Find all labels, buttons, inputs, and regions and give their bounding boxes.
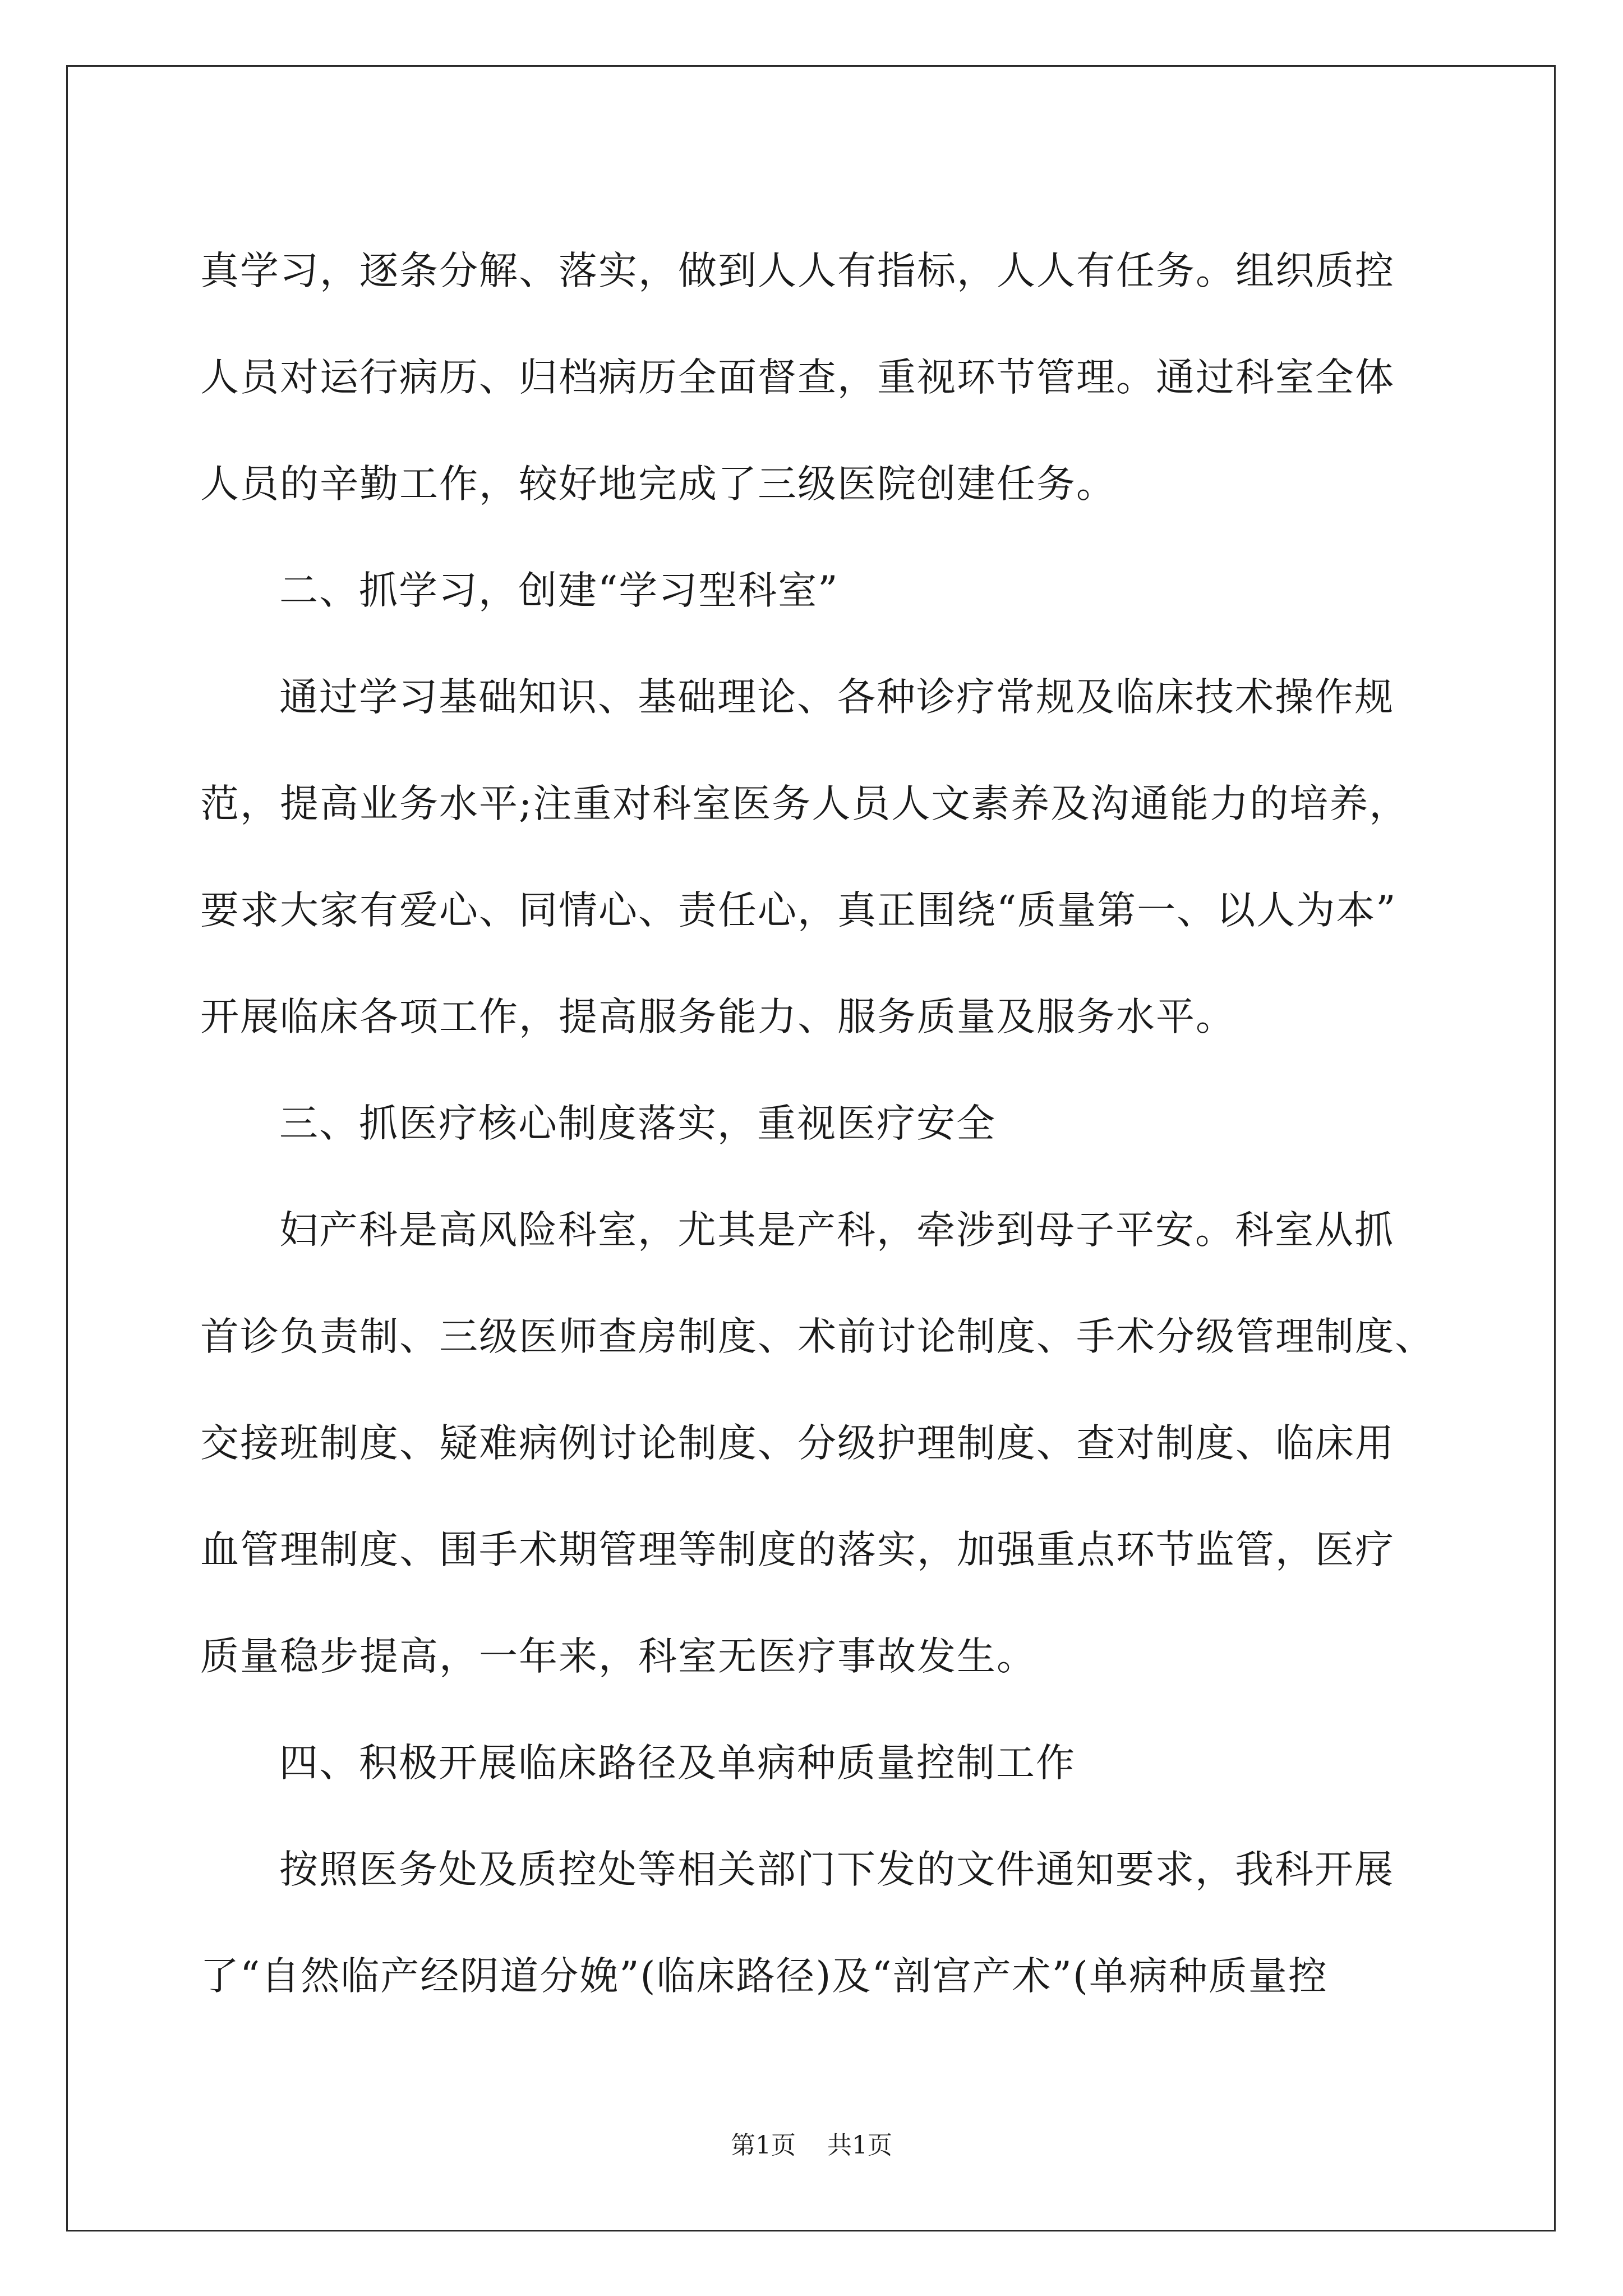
text-line: 交接班制度、疑难病例讨论制度、分级护理制度、查对制度、临床用 — [200, 1421, 1395, 1466]
text-line: 血管理制度、围手术期管理等制度的落实，加强重点环节监管，医疗 — [200, 1527, 1395, 1572]
text-line: 首诊负责制、三级医师查房制度、术前讨论制度、手术分级管理制度、 — [200, 1314, 1435, 1359]
text-line: 真学习，逐条分解、落实，做到人人有指标，人人有任务。组织质控 — [200, 249, 1395, 293]
text-line: 质量稳步提高，一年来，科室无医疗事故发生。 — [200, 1634, 1036, 1679]
document-body — [200, 218, 1435, 2030]
text-line: 按照医务处及质控处等相关部门下发的文件通知要求，我科开展 — [279, 1847, 1394, 1892]
page-footer — [0, 2129, 1623, 2162]
text-line: 人员的辛勤工作，较好地完成了三级医院创建任务。 — [200, 462, 1116, 507]
text-line: 范，提高业务水平;注重对科室医务人员人文素养及沟通能力的培养， — [200, 781, 1409, 826]
text-line: 妇产科是高风险科室，尤其是产科，牵涉到母子平安。科室从抓 — [279, 1208, 1394, 1253]
text-line: 通过学习基础知识、基础理论、各种诊疗常规及临床技术操作规 — [279, 675, 1394, 720]
text-line: 要求大家有爱心、同情心、责任心，真正围绕“质量第一、以人为本” — [200, 888, 1397, 933]
section-heading-3: 三、抓医疗核心制度落实，重视医疗安全 — [279, 1101, 996, 1146]
section-heading-2: 二、抓学习，创建“学习型科室” — [279, 568, 839, 613]
text-line: 了“自然临产经阴道分娩”(临床路径)及“剖宫产术”(单病种质量控 — [200, 1954, 1328, 1999]
section-heading-4: 四、积极开展临床路径及单病种质量控制工作 — [279, 1741, 1076, 1786]
page-number: 第1页 — [731, 2131, 796, 2160]
text-line: 开展临床各项工作，提高服务能力、服务质量及服务水平。 — [200, 995, 1235, 1039]
text-line: 人员对运行病历、归档病历全面督查，重视环节管理。通过科室全体 — [200, 355, 1395, 400]
page-total: 共1页 — [827, 2131, 892, 2160]
